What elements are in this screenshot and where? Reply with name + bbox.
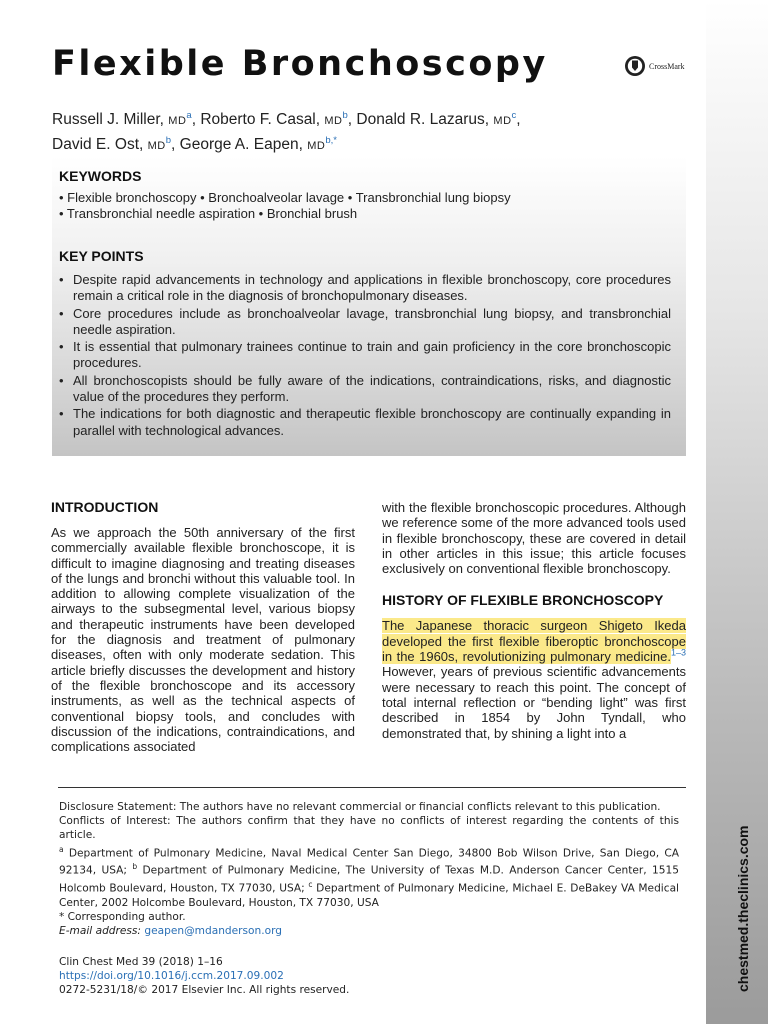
email-label: E-mail address: (59, 925, 142, 938)
introduction-heading: INTRODUCTION (51, 499, 159, 515)
introduction-paragraph: As we approach the 50th anniversary of the first commercially available flexible bronchoscope, it is difficult to imagine diagnosing and treating diseases of the lungs and bronchi without this valuable tool. In addition to allowing complete visualization of the airways to the subsegmental level, various biopsy and therapeutic instruments have been developed for the diagnosis and treatment of pulmonary diseases, often with only moderate sedation. This article briefly discusses the development and history of the flexible bronchoscope and its accessory instruments, as well as the technical aspects of conventional biopsy tools, and concludes with discussion of the indications, contraindications, and complications associated (51, 525, 355, 755)
author: Roberto F. Casal, $MD^b$, (200, 110, 353, 129)
article-title: Flexible Bronchoscopy (52, 44, 548, 84)
corresponding-author: * Corresponding author. (59, 911, 186, 924)
history-paragraph (382, 618, 686, 740)
highlighted-text: The Japanese thoracic surgeon Shigeto Ikeda developed the first flexible fiberoptic bronchoscope in the 1960s, revolutionizing pulmonary medicine. (382, 618, 686, 665)
key-point: • All bronchoscopists should be fully aware of the indications, contraindications, risks, and diagnostic value of the procedures they perform. (59, 373, 671, 406)
key-point: • Core procedures include as bronchoalveolar lavage, transbronchial lung biopsy, and transbronchial needle aspiration. (59, 306, 671, 339)
citation-block (59, 955, 349, 998)
copyright-line: 0272-5231/18/© 2017 Elsevier Inc. All rights reserved. (59, 984, 350, 997)
right-column (382, 500, 686, 741)
reference-link[interactable]: 1–3 (670, 647, 686, 658)
doi-link[interactable]: https://doi.org/10.1016/j.ccm.2017.09.002 (59, 970, 284, 983)
author: David E. Ost, $MD^b$, (52, 135, 176, 154)
key-point: • The indications for both diagnostic and therapeutic flexible bronchoscopy are continually expanding in parallel with technological advances. (59, 406, 671, 439)
key-points-list (59, 272, 671, 440)
footnote-divider (58, 787, 686, 788)
author: Donald R. Lazarus, $MD^c$, (356, 110, 521, 129)
author-list (52, 106, 612, 156)
key-point: • Despite rapid advancements in technology and applications in flexible bronchoscopy, core procedures remain a critical role in the diagnosis of bronchopulmonary diseases. (59, 272, 671, 305)
crossmark-label: CrossMark (649, 61, 685, 71)
keywords-heading: KEYWORDS (59, 168, 142, 184)
history-heading: HISTORY OF FLEXIBLE BRONCHOSCOPY (382, 592, 664, 609)
introduction-continued: with the flexible bronchoscopic procedures. Although we reference some of the more advanced tools used in flexible bronchoscopy, these are covered in detail in other articles in this issue; this article focuses exclusively on conventional flexible bronchoscopy. (382, 500, 686, 577)
key-points-heading: KEY POINTS (59, 248, 144, 264)
author: Russell J. Miller, $MD^a$, (52, 110, 196, 129)
key-point: • It is essential that pulmonary trainees continue to train and gain proficiency in the core bronchoscopic procedures. (59, 339, 671, 372)
footnotes (59, 800, 679, 938)
email-line (59, 924, 679, 938)
journal-url[interactable]: chestmed.theclinics.com (735, 825, 751, 992)
affiliations: $^a$ Department of Pulmonary Medicine, Naval Medical Center San Diego, 34800 Bob Wilson Drive, San Diego, CA 92134, USA; $^b$ Department of Pulmonary Medicine, The University of Texas M.D. Anderson Cancer Center, 1515 Holcomb Boulevard, Houston, TX 77030, USA; $^c$ Department of Pulmonary Medicine, Michael E. DeBakey VA Medical Center, 2002 Holcombe Boulevard, Houston, TX 77030, USA (59, 844, 680, 909)
conflicts-statement: Conflicts of Interest: The authors confirm that they have no conflicts of interest regarding the contents of this article. (59, 815, 679, 842)
journal-citation: Clin Chest Med 39 (2018) 1–16 (59, 956, 223, 968)
left-column (51, 498, 355, 754)
keywords-line: • Transbronchial needle aspiration • Bronchial brush (59, 206, 358, 221)
author: George A. Eapen, $MD^{b,*}$ (179, 135, 337, 154)
disclosure-statement: Disclosure Statement: The authors have no relevant commercial or financial conflicts relevant to this publication. (59, 801, 661, 813)
email-link[interactable]: geapen@mdanderson.org (144, 925, 282, 938)
keywords-line: • Flexible bronchoscopy • Bronchoalveolar lavage • Transbronchial lung biopsy (59, 190, 511, 205)
crossmark-badge[interactable] (624, 55, 685, 77)
crossmark-icon (624, 55, 646, 77)
history-text: However, years of previous scientific advancements were necessary to reach this point. The concept of total internal reflection or “bending light” was first described in 1854 by John Tyndall, who demonstrated that, by shining a light into a (382, 664, 686, 741)
